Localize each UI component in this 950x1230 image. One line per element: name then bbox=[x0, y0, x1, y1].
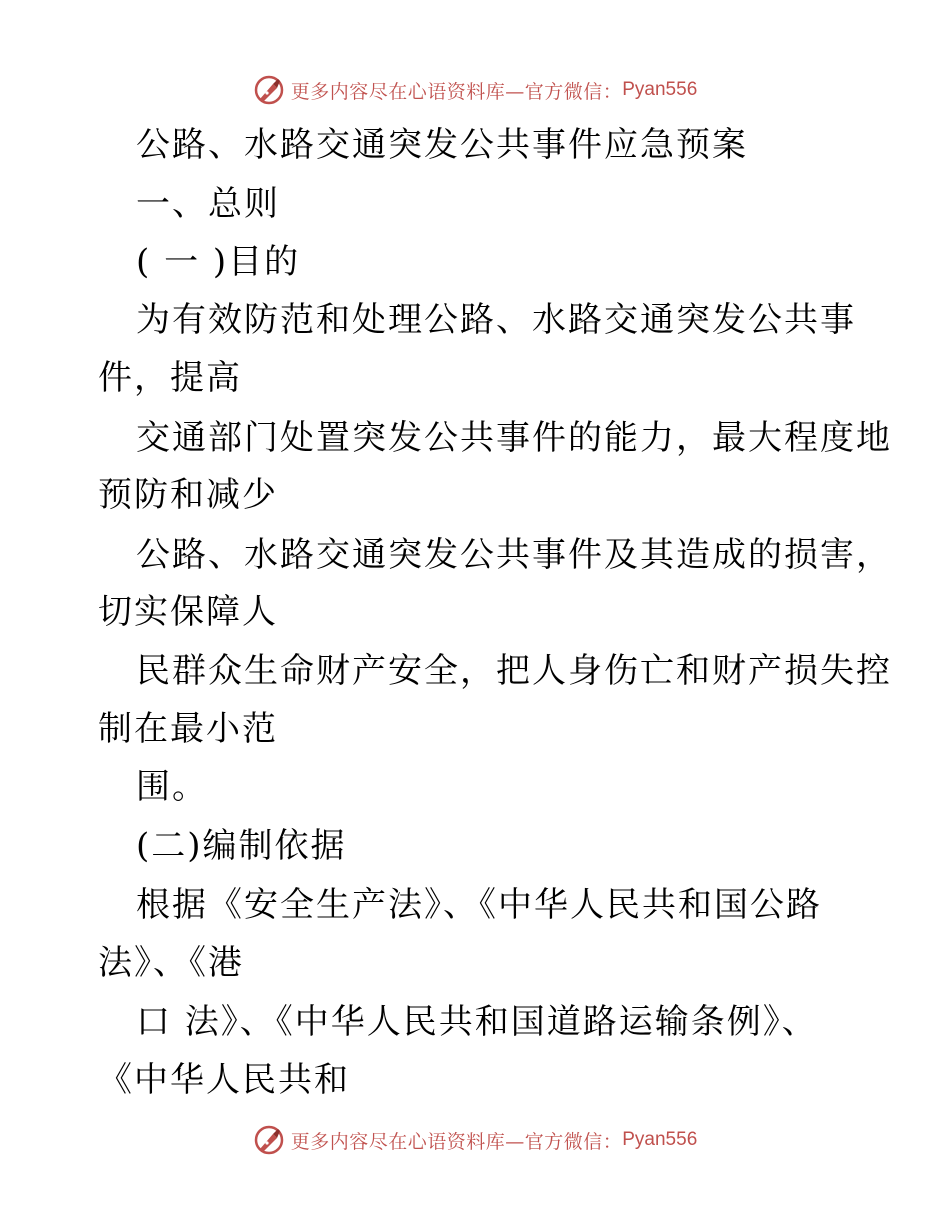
section-heading: 一、总则 bbox=[136, 184, 280, 224]
paragraph-line: 制在最小范 bbox=[98, 709, 278, 749]
footer-banner-text: 更多内容尽在心语资料库—官方微信： bbox=[290, 1130, 623, 1153]
paragraph-line: 根据《安全生产法》、《中华人民共和国公路 bbox=[136, 885, 822, 925]
subsection-heading: (二)编制依据 bbox=[136, 826, 347, 866]
paragraph-line: 民群众生命财产安全，把人身伤亡和财产损失控 bbox=[136, 651, 892, 691]
paragraph-line: 预防和减少 bbox=[98, 475, 278, 515]
subsection-heading: ( 一 )目的 bbox=[136, 242, 301, 282]
header-banner bbox=[0, 70, 950, 110]
paragraph-line: 口 法》、《中华人民共和国道路运输条例》、 bbox=[136, 1002, 818, 1042]
footer-banner bbox=[0, 1120, 950, 1160]
paragraph-line: 《中华人民共和 bbox=[98, 1060, 350, 1100]
header-banner-wechat-id: Pyan556 bbox=[622, 79, 698, 100]
paragraph-line: 公路、水路交通突发公共事件及其造成的损害， bbox=[136, 535, 892, 575]
paragraph-line: 围。 bbox=[136, 767, 208, 807]
pen-nib-logo-icon bbox=[253, 74, 285, 106]
paragraph-line: 切实保障人 bbox=[98, 592, 278, 632]
footer-banner-wechat-id: Pyan556 bbox=[622, 1129, 698, 1150]
paragraph-line: 为有效防范和处理公路、水路交通突发公共事 bbox=[136, 300, 856, 340]
document-title: 公路、水路交通突发公共事件应急预案 bbox=[136, 125, 748, 165]
paragraph-line: 法》、《港 bbox=[98, 943, 244, 983]
header-banner-text: 更多内容尽在心语资料库—官方微信： bbox=[290, 80, 623, 103]
pen-nib-logo-icon bbox=[253, 1124, 285, 1156]
paragraph-line: 件，提高 bbox=[98, 358, 242, 398]
paragraph-line: 交通部门处置突发公共事件的能力，最大程度地 bbox=[136, 418, 892, 458]
